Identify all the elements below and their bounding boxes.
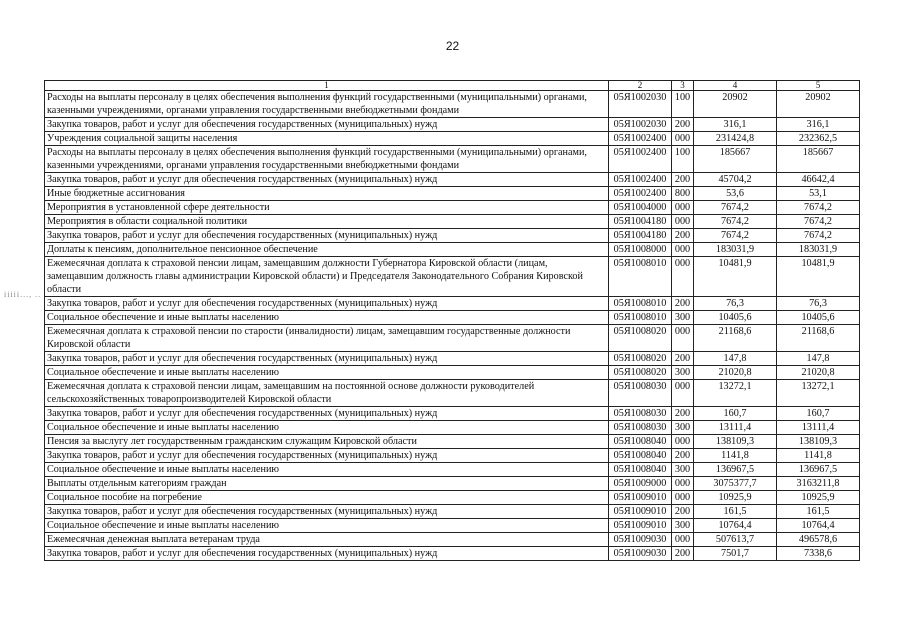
expense-type-cell: 300: [672, 366, 694, 380]
table-body: [45, 91, 860, 561]
table-row: [45, 366, 860, 380]
target-code-cell: 05Я1008040: [609, 463, 672, 477]
target-code-cell: 05Я1008040: [609, 435, 672, 449]
expense-name-cell: Социальное обеспечение и иные выплаты населению: [45, 421, 609, 435]
table-row: [45, 477, 860, 491]
expense-name-cell: Мероприятия в области социальной политики: [45, 215, 609, 229]
amount-year2-cell: 185667: [777, 146, 860, 173]
margin-mark: iiiii..., ..: [4, 290, 42, 299]
amount-year1-cell: 21020,8: [694, 366, 777, 380]
amount-year2-cell: 136967,5: [777, 463, 860, 477]
amount-year1-cell: 185667: [694, 146, 777, 173]
expense-name-cell: Закупка товаров, работ и услуг для обеспечения государственных (муниципальных) нужд: [45, 118, 609, 132]
amount-year2-cell: 21020,8: [777, 366, 860, 380]
amount-year1-cell: 7674,2: [694, 229, 777, 243]
expense-name-cell: Мероприятия в установленной сфере деятельности: [45, 201, 609, 215]
table-row: [45, 380, 860, 407]
expense-name-cell: Закупка товаров, работ и услуг для обеспечения государственных (муниципальных) нужд: [45, 297, 609, 311]
amount-year2-cell: 7674,2: [777, 201, 860, 215]
amount-year2-cell: 138109,3: [777, 435, 860, 449]
target-code-cell: 05Я1008030: [609, 407, 672, 421]
expense-name-cell: Закупка товаров, работ и услуг для обеспечения государственных (муниципальных) нужд: [45, 407, 609, 421]
header-cell: 4: [694, 81, 777, 91]
amount-year1-cell: 160,7: [694, 407, 777, 421]
expense-type-cell: 000: [672, 243, 694, 257]
table-row: [45, 449, 860, 463]
expense-name-cell: Социальное обеспечение и иные выплаты населению: [45, 311, 609, 325]
amount-year1-cell: 13111,4: [694, 421, 777, 435]
expense-name-cell: Ежемесячная доплата к страховой пенсии лицам, замещавшим должности Губернатора Кировской области (лицам, замещавшим должность главы администрации Кировской области) и Председателя Законодательного Собрания Кировской области: [45, 257, 609, 297]
amount-year2-cell: 10405,6: [777, 311, 860, 325]
expense-type-cell: 000: [672, 477, 694, 491]
table-row: [45, 229, 860, 243]
expense-type-cell: 800: [672, 187, 694, 201]
target-code-cell: 05Я1009030: [609, 547, 672, 561]
target-code-cell: 05Я1002400: [609, 173, 672, 187]
amount-year1-cell: 316,1: [694, 118, 777, 132]
amount-year2-cell: 10764,4: [777, 519, 860, 533]
table-row: [45, 146, 860, 173]
expense-name-cell: Доплаты к пенсиям, дополнительное пенсионное обеспечение: [45, 243, 609, 257]
amount-year1-cell: 10481,9: [694, 257, 777, 297]
expense-name-cell: Социальное пособие на погребение: [45, 491, 609, 505]
amount-year1-cell: 21168,6: [694, 325, 777, 352]
expense-name-cell: Ежемесячная доплата к страховой пенсии лицам, замещавшим на постоянной основе должности руководителей сельскохозяйственных товаропроизводителей Кировской области: [45, 380, 609, 407]
table-row: [45, 547, 860, 561]
expense-type-cell: 200: [672, 118, 694, 132]
expense-name-cell: Закупка товаров, работ и услуг для обеспечения государственных (муниципальных) нужд: [45, 505, 609, 519]
amount-year1-cell: 138109,3: [694, 435, 777, 449]
amount-year1-cell: 20902: [694, 91, 777, 118]
target-code-cell: 05Я1008020: [609, 325, 672, 352]
amount-year1-cell: 7674,2: [694, 215, 777, 229]
table-row: [45, 201, 860, 215]
amount-year2-cell: 20902: [777, 91, 860, 118]
table-row: [45, 187, 860, 201]
table-row: [45, 463, 860, 477]
expense-type-cell: 200: [672, 547, 694, 561]
header-cell: 2: [609, 81, 672, 91]
table-row: [45, 505, 860, 519]
table-row: [45, 407, 860, 421]
amount-year1-cell: 10405,6: [694, 311, 777, 325]
expense-type-cell: 200: [672, 352, 694, 366]
expense-type-cell: 200: [672, 407, 694, 421]
target-code-cell: 05Я1009030: [609, 533, 672, 547]
table-row: [45, 352, 860, 366]
amount-year1-cell: 7501,7: [694, 547, 777, 561]
target-code-cell: 05Я1008010: [609, 257, 672, 297]
target-code-cell: 05Я1002030: [609, 91, 672, 118]
expense-name-cell: Пенсия за выслугу лет государственным гражданским служащим Кировской области: [45, 435, 609, 449]
header-cell: 5: [777, 81, 860, 91]
amount-year1-cell: 147,8: [694, 352, 777, 366]
amount-year2-cell: 10481,9: [777, 257, 860, 297]
table-row: [45, 243, 860, 257]
amount-year1-cell: 1141,8: [694, 449, 777, 463]
amount-year1-cell: 53,6: [694, 187, 777, 201]
expense-type-cell: 000: [672, 132, 694, 146]
amount-year1-cell: 183031,9: [694, 243, 777, 257]
amount-year2-cell: 183031,9: [777, 243, 860, 257]
expense-name-cell: Расходы на выплаты персоналу в целях обеспечения выполнения функций государственными (муниципальными) органами, казенными учреждениями, органами управления государственными внебюджетными фондами: [45, 91, 609, 118]
target-code-cell: 05Я1004180: [609, 229, 672, 243]
amount-year2-cell: 53,1: [777, 187, 860, 201]
target-code-cell: 05Я1008020: [609, 352, 672, 366]
amount-year2-cell: 13111,4: [777, 421, 860, 435]
expense-name-cell: Закупка товаров, работ и услуг для обеспечения государственных (муниципальных) нужд: [45, 229, 609, 243]
amount-year2-cell: 147,8: [777, 352, 860, 366]
table-row: [45, 311, 860, 325]
expense-type-cell: 000: [672, 491, 694, 505]
amount-year1-cell: 7674,2: [694, 201, 777, 215]
expense-name-cell: Закупка товаров, работ и услуг для обеспечения государственных (муниципальных) нужд: [45, 449, 609, 463]
expense-name-cell: Закупка товаров, работ и услуг для обеспечения государственных (муниципальных) нужд: [45, 547, 609, 561]
amount-year2-cell: 160,7: [777, 407, 860, 421]
amount-year2-cell: 76,3: [777, 297, 860, 311]
header-cell: 1: [45, 81, 609, 91]
amount-year1-cell: 507613,7: [694, 533, 777, 547]
target-code-cell: 05Я1002030: [609, 118, 672, 132]
table-row: [45, 519, 860, 533]
amount-year2-cell: 232362,5: [777, 132, 860, 146]
table-row: [45, 325, 860, 352]
amount-year2-cell: 10925,9: [777, 491, 860, 505]
expense-type-cell: 000: [672, 325, 694, 352]
amount-year1-cell: 3075377,7: [694, 477, 777, 491]
expense-type-cell: 200: [672, 297, 694, 311]
target-code-cell: 05Я1004180: [609, 215, 672, 229]
amount-year1-cell: 136967,5: [694, 463, 777, 477]
expense-type-cell: 000: [672, 380, 694, 407]
target-code-cell: 05Я1008010: [609, 297, 672, 311]
target-code-cell: 05Я1008040: [609, 449, 672, 463]
expense-type-cell: 100: [672, 146, 694, 173]
expense-name-cell: Иные бюджетные ассигнования: [45, 187, 609, 201]
amount-year2-cell: 7338,6: [777, 547, 860, 561]
target-code-cell: 05Я1008030: [609, 380, 672, 407]
table-row: [45, 297, 860, 311]
page-number: 22: [445, 39, 460, 53]
amount-year2-cell: 46642,4: [777, 173, 860, 187]
amount-year2-cell: 3163211,8: [777, 477, 860, 491]
amount-year1-cell: 76,3: [694, 297, 777, 311]
target-code-cell: 05Я1008020: [609, 366, 672, 380]
table-row: [45, 173, 860, 187]
target-code-cell: 05Я1009010: [609, 519, 672, 533]
amount-year2-cell: 13272,1: [777, 380, 860, 407]
amount-year1-cell: 10764,4: [694, 519, 777, 533]
expense-type-cell: 200: [672, 229, 694, 243]
expense-type-cell: 000: [672, 435, 694, 449]
expense-type-cell: 000: [672, 201, 694, 215]
amount-year2-cell: 496578,6: [777, 533, 860, 547]
expense-type-cell: 000: [672, 215, 694, 229]
expense-type-cell: 100: [672, 91, 694, 118]
target-code-cell: 05Я1009010: [609, 491, 672, 505]
target-code-cell: 05Я1004000: [609, 201, 672, 215]
expense-name-cell: Социальное обеспечение и иные выплаты населению: [45, 519, 609, 533]
expense-type-cell: 200: [672, 505, 694, 519]
amount-year2-cell: 21168,6: [777, 325, 860, 352]
amount-year2-cell: 7674,2: [777, 229, 860, 243]
target-code-cell: 05Я1008010: [609, 311, 672, 325]
amount-year1-cell: 13272,1: [694, 380, 777, 407]
amount-year1-cell: 10925,9: [694, 491, 777, 505]
header-row: [45, 81, 860, 91]
expense-type-cell: 000: [672, 257, 694, 297]
amount-year2-cell: 7674,2: [777, 215, 860, 229]
table-row: [45, 91, 860, 118]
expense-name-cell: Ежемесячная денежная выплата ветеранам труда: [45, 533, 609, 547]
amount-year1-cell: 161,5: [694, 505, 777, 519]
table-row: [45, 215, 860, 229]
expense-type-cell: 000: [672, 533, 694, 547]
table-row: [45, 118, 860, 132]
expense-type-cell: 200: [672, 173, 694, 187]
table-row: [45, 435, 860, 449]
table-row: [45, 491, 860, 505]
expense-name-cell: Выплаты отдельным категориям граждан: [45, 477, 609, 491]
amount-year2-cell: 316,1: [777, 118, 860, 132]
expense-type-cell: 200: [672, 449, 694, 463]
target-code-cell: 05Я1008000: [609, 243, 672, 257]
target-code-cell: 05Я1009000: [609, 477, 672, 491]
table-row: [45, 533, 860, 547]
expense-name-cell: Расходы на выплаты персоналу в целях обеспечения выполнения функций государственными (муниципальными) органами, казенными учреждениями, органами управления государственными внебюджетными фондами: [45, 146, 609, 173]
expense-name-cell: Социальное обеспечение и иные выплаты населению: [45, 463, 609, 477]
table-row: [45, 421, 860, 435]
amount-year1-cell: 45704,2: [694, 173, 777, 187]
amount-year2-cell: 1141,8: [777, 449, 860, 463]
expense-type-cell: 300: [672, 463, 694, 477]
expense-type-cell: 300: [672, 421, 694, 435]
target-code-cell: 05Я1002400: [609, 132, 672, 146]
expense-name-cell: Закупка товаров, работ и услуг для обеспечения государственных (муниципальных) нужд: [45, 173, 609, 187]
amount-year2-cell: 161,5: [777, 505, 860, 519]
budget-table: [44, 80, 860, 561]
expense-name-cell: Социальное обеспечение и иные выплаты населению: [45, 366, 609, 380]
table-row: [45, 257, 860, 297]
header-cell: 3: [672, 81, 694, 91]
target-code-cell: 05Я1002400: [609, 187, 672, 201]
table-row: [45, 132, 860, 146]
amount-year1-cell: 231424,8: [694, 132, 777, 146]
expense-name-cell: Ежемесячная доплата к страховой пенсии по старости (инвалидности) лицам, замещавшим государственные должности Кировской области: [45, 325, 609, 352]
expense-type-cell: 300: [672, 519, 694, 533]
expense-type-cell: 300: [672, 311, 694, 325]
target-code-cell: 05Я1002400: [609, 146, 672, 173]
expense-name-cell: Закупка товаров, работ и услуг для обеспечения государственных (муниципальных) нужд: [45, 352, 609, 366]
expense-name-cell: Учреждения социальной защиты населения: [45, 132, 609, 146]
target-code-cell: 05Я1008030: [609, 421, 672, 435]
target-code-cell: 05Я1009010: [609, 505, 672, 519]
